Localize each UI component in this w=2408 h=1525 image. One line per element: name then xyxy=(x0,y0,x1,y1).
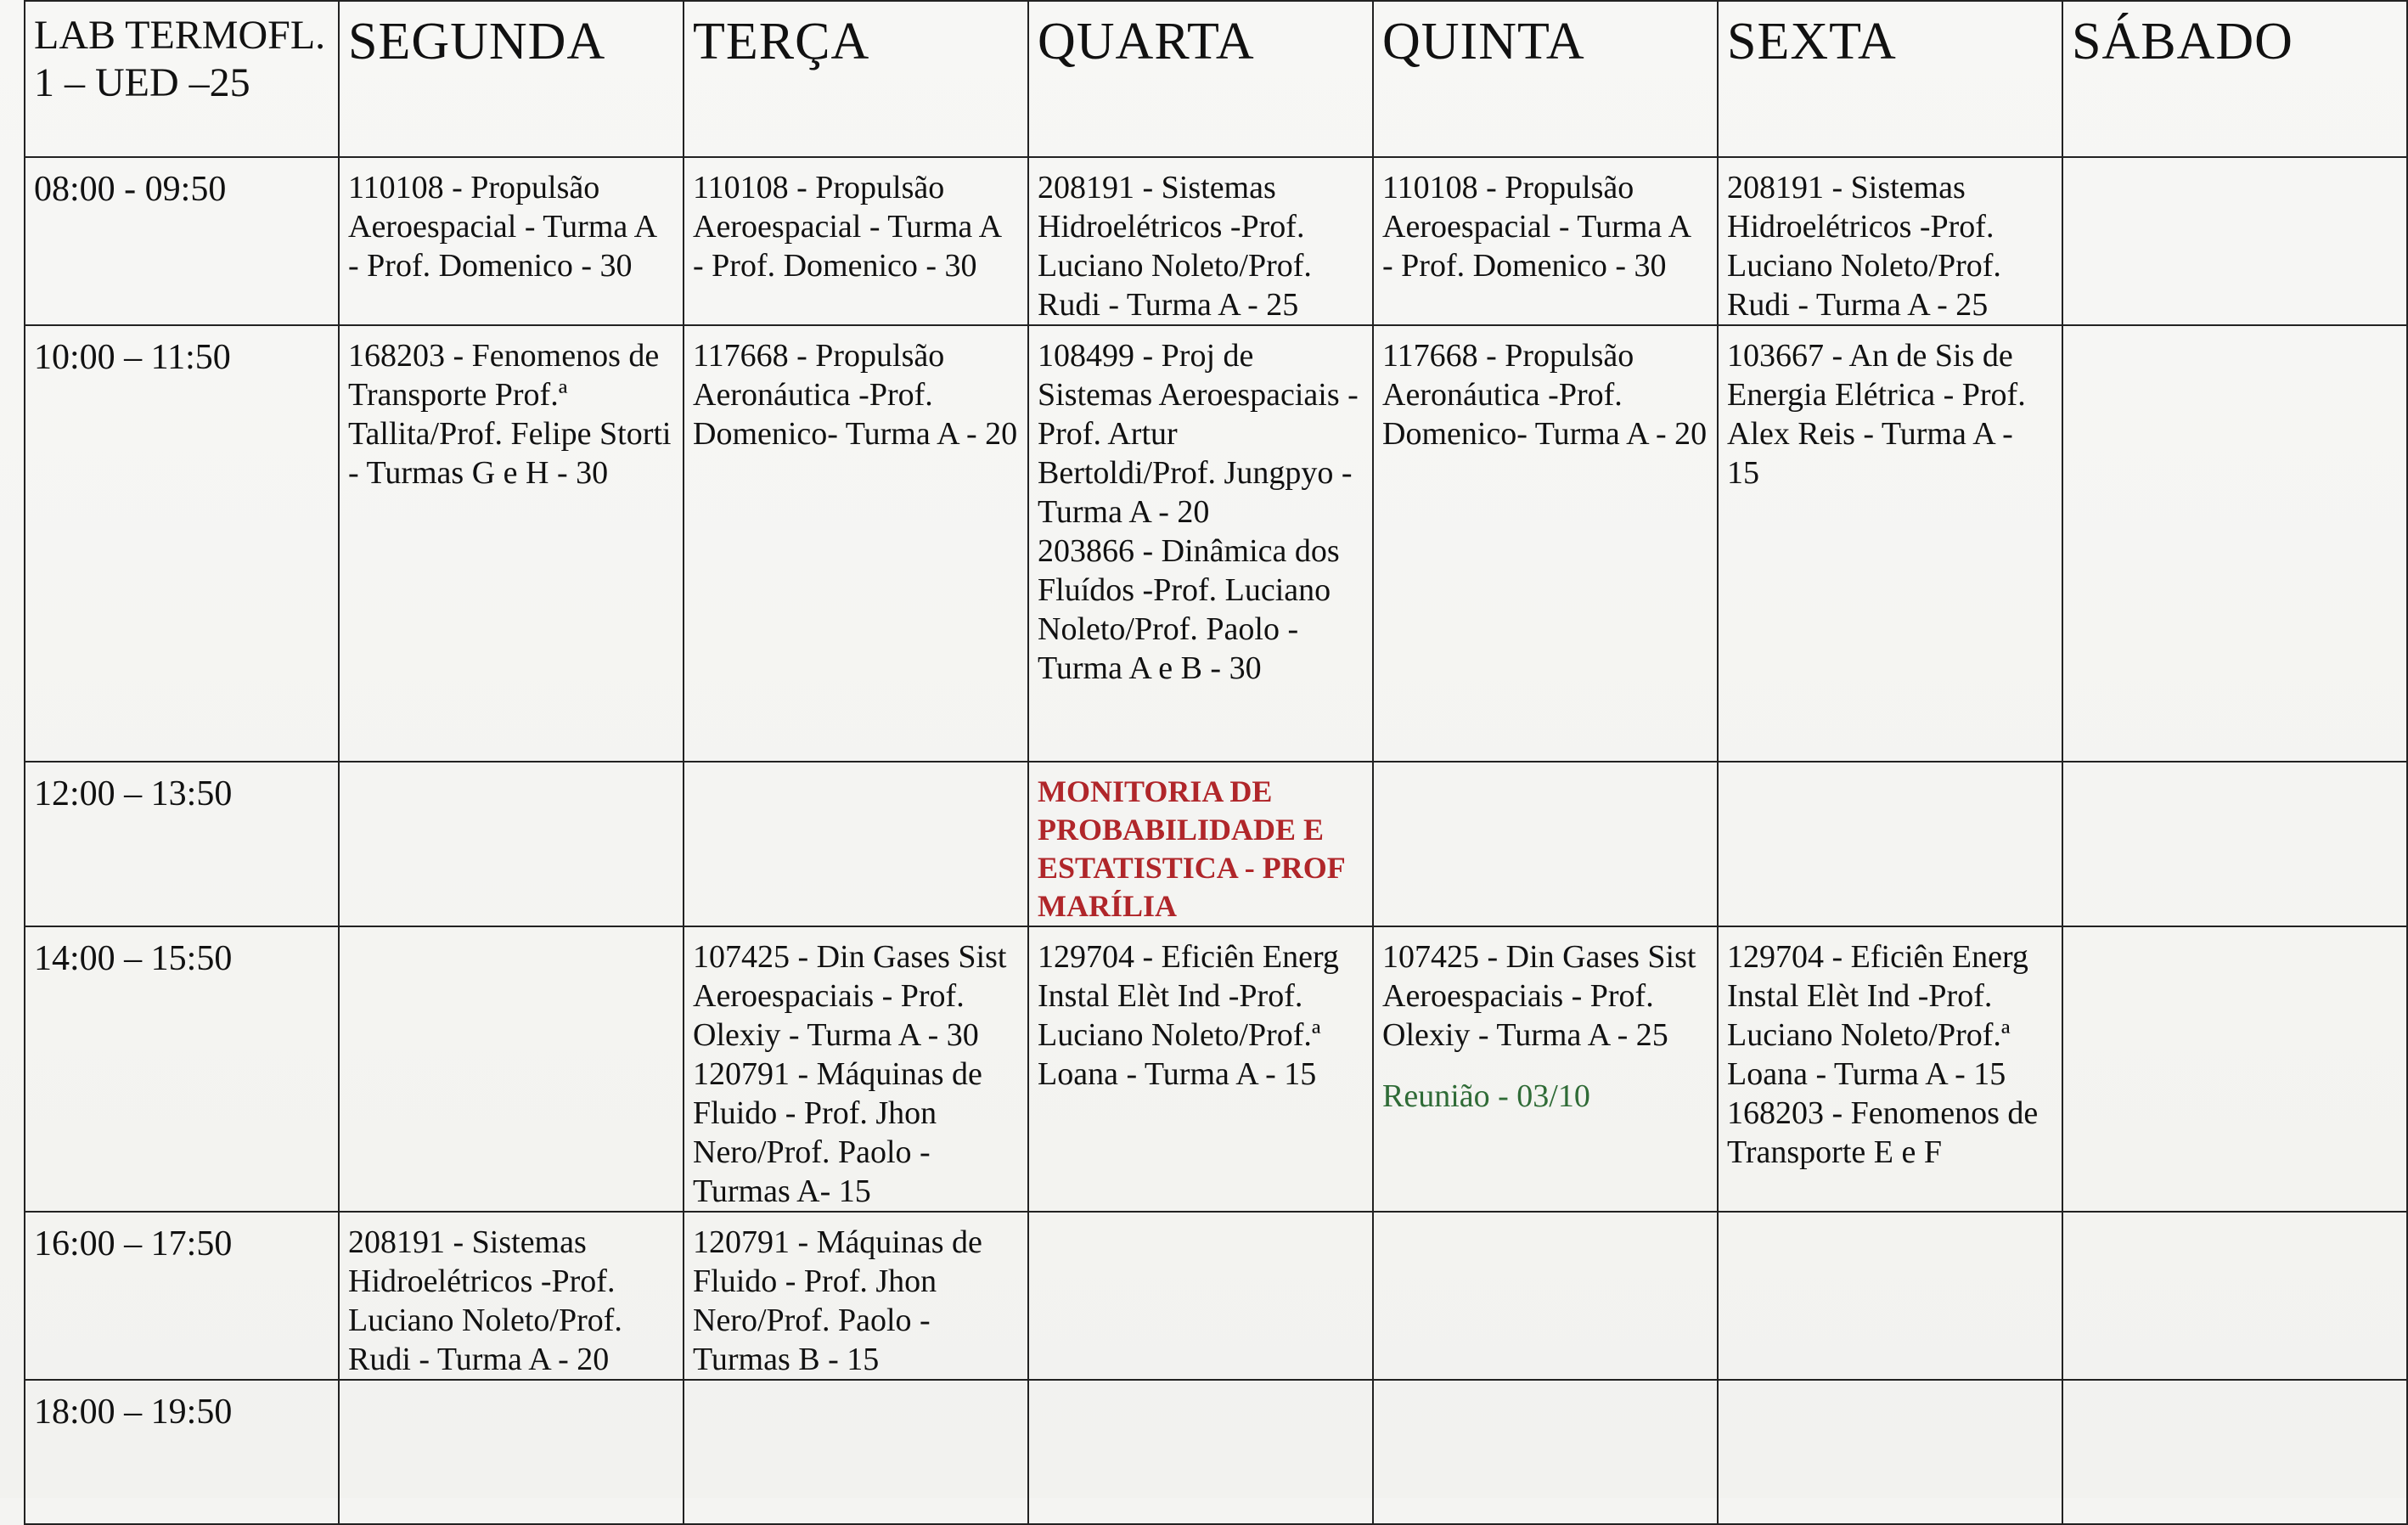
header-row xyxy=(25,1,2407,157)
day-header-segunda: SEGUNDA xyxy=(339,1,684,157)
class-cell xyxy=(339,1212,684,1380)
time-slot: 10:00 – 11:50 xyxy=(25,325,339,762)
day-header-quinta: QUINTA xyxy=(1373,1,1718,157)
time-slot: 14:00 – 15:50 xyxy=(25,926,339,1212)
empty-cell xyxy=(2062,325,2407,762)
class-entry: 208191 - Sistemas Hidroelétricos -Prof. Luciano Noleto/Prof. Rudi - Turma A - 20 xyxy=(348,1224,622,1377)
class-entry: 168203 - Fenomenos de Transporte E e F xyxy=(1727,1095,2039,1170)
schedule-table xyxy=(24,0,2408,1525)
empty-cell xyxy=(1718,1212,2062,1380)
empty-cell xyxy=(1718,1380,2062,1524)
time-row xyxy=(25,926,2407,1212)
class-entry: 120791 - Máquinas de Fluido - Prof. Jhon Nero/Prof. Paolo - Turmas B - 15 xyxy=(693,1224,982,1377)
empty-cell xyxy=(1373,1380,1718,1524)
class-entry: 117668 - Propulsão Aeronáutica -Prof. Domenico- Turma A - 20 xyxy=(1382,338,1708,452)
class-entry: 129704 - Eficiên Energ Instal Elèt Ind -Prof. Luciano Noleto/Prof.ª Loana - Turma A - 15 xyxy=(1727,939,2028,1092)
class-entry: 108499 - Proj de Sistemas Aeroespaciais - Prof. Artur Bertoldi/Prof. Jungpyo - Turma A - 20 xyxy=(1038,338,1359,530)
class-entry: 208191 - Sistemas Hidroelétricos -Prof. Luciano Noleto/Prof. Rudi - Turma A - 25 xyxy=(1038,170,1312,323)
empty-cell xyxy=(1028,1380,1373,1524)
empty-cell xyxy=(1028,1212,1373,1380)
empty-cell xyxy=(2062,926,2407,1212)
class-entry: 117668 - Propulsão Aeronáutica -Prof. Domenico- Turma A - 20 xyxy=(693,338,1018,452)
class-cell xyxy=(1373,926,1718,1212)
class-entry: 203866 - Dinâmica dos Fluídos -Prof. Luciano Noleto/Prof. Paolo - Turma A e B - 30 xyxy=(1038,533,1340,686)
empty-cell xyxy=(339,926,684,1212)
empty-cell xyxy=(2062,157,2407,325)
time-slot: 16:00 – 17:50 xyxy=(25,1212,339,1380)
empty-cell xyxy=(2062,1212,2407,1380)
class-entry: 103667 - An de Sis de Energia Elétrica - Prof. Alex Reis - Turma A - 15 xyxy=(1727,338,2026,491)
empty-cell xyxy=(339,762,684,926)
class-cell xyxy=(1718,325,2062,762)
time-row xyxy=(25,762,2407,926)
class-cell xyxy=(1028,762,1373,926)
class-entry: 120791 - Máquinas de Fluido - Prof. Jhon Nero/Prof. Paolo - Turmas A- 15 xyxy=(693,1056,982,1209)
time-row xyxy=(25,157,2407,325)
class-cell xyxy=(1373,157,1718,325)
empty-cell xyxy=(2062,762,2407,926)
time-slot: 12:00 – 13:50 xyxy=(25,762,339,926)
class-cell xyxy=(684,157,1028,325)
class-cell xyxy=(1028,157,1373,325)
class-entry: 107425 - Din Gases Sist Aeroespaciais - Prof. Olexiy - Turma A - 30 xyxy=(693,939,1007,1053)
class-cell xyxy=(684,325,1028,762)
empty-cell xyxy=(684,762,1028,926)
class-cell xyxy=(339,325,684,762)
class-entry: 110108 - Propulsão Aeroespacial - Turma A - Prof. Domenico - 30 xyxy=(348,170,656,284)
class-cell xyxy=(684,926,1028,1212)
class-entry: 107425 - Din Gases Sist Aeroespaciais - Prof. Olexiy - Turma A - 25 xyxy=(1382,939,1696,1053)
class-cell xyxy=(684,1212,1028,1380)
monitoria-entry: MONITORIA DE PROBABILIDADE E ESTATISTICA - PROF MARÍLIA xyxy=(1038,774,1345,923)
empty-cell xyxy=(339,1380,684,1524)
day-header-sexta: SEXTA xyxy=(1718,1,2062,157)
class-cell xyxy=(1028,926,1373,1212)
empty-cell xyxy=(684,1380,1028,1524)
class-entry: 110108 - Propulsão Aeroespacial - Turma A - Prof. Domenico - 30 xyxy=(693,170,1001,284)
time-row xyxy=(25,1380,2407,1524)
meeting-note: Reunião - 03/10 xyxy=(1382,1078,1590,1114)
empty-cell xyxy=(1373,762,1718,926)
empty-cell xyxy=(2062,1380,2407,1524)
empty-cell xyxy=(1373,1212,1718,1380)
time-row xyxy=(25,1212,2407,1380)
class-entry: 110108 - Propulsão Aeroespacial - Turma A - Prof. Domenico - 30 xyxy=(1382,170,1691,284)
class-cell xyxy=(339,157,684,325)
empty-cell xyxy=(1718,762,2062,926)
day-header-quarta: QUARTA xyxy=(1028,1,1373,157)
class-cell xyxy=(1373,325,1718,762)
class-entry: 129704 - Eficiên Energ Instal Elèt Ind -Prof. Luciano Noleto/Prof.ª Loana - Turma A - 15 xyxy=(1038,939,1339,1092)
room-label: LAB TERMOFL. 1 – UED –25 xyxy=(25,1,339,157)
day-header-sabado: SÁBADO xyxy=(2062,1,2407,157)
class-cell xyxy=(1718,157,2062,325)
class-entry: 168203 - Fenomenos de Transporte Prof.ª Tallita/Prof. Felipe Storti - Turmas G e H - 30 xyxy=(348,338,672,491)
day-header-terca: TERÇA xyxy=(684,1,1028,157)
time-row xyxy=(25,325,2407,762)
class-cell xyxy=(1718,926,2062,1212)
class-cell xyxy=(1028,325,1373,762)
class-entry: 208191 - Sistemas Hidroelétricos -Prof. Luciano Noleto/Prof. Rudi - Turma A - 25 xyxy=(1727,170,2001,323)
time-slot: 18:00 – 19:50 xyxy=(25,1380,339,1524)
time-slot: 08:00 - 09:50 xyxy=(25,157,339,325)
